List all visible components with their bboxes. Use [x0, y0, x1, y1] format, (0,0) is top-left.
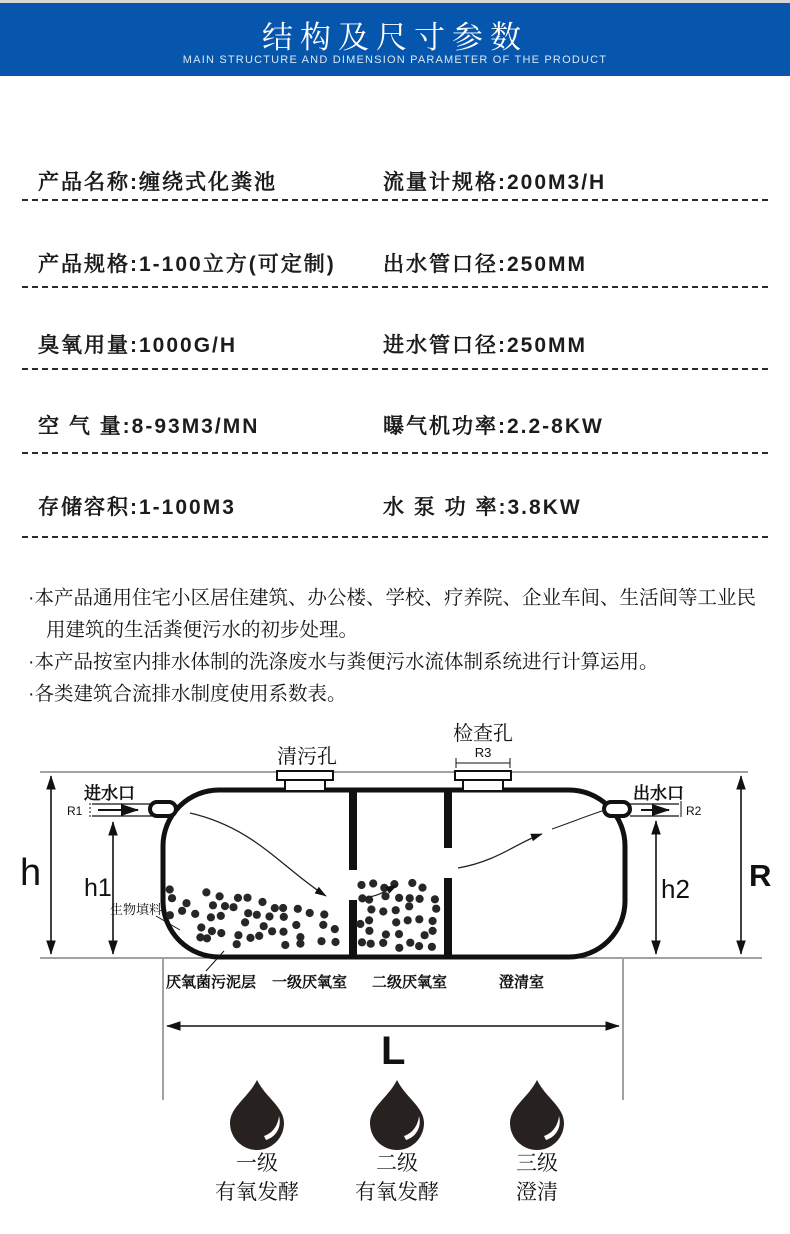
stage-title: 一级 [236, 1152, 278, 1175]
description-notes [28, 582, 770, 710]
water-drop-icon [230, 1080, 284, 1150]
tank-body [163, 790, 625, 957]
divider [22, 452, 768, 454]
note-line: ·本产品通用住宅小区居住建筑、办公楼、学校、疗养院、企业车间、生活间等工业民用建筑的生活粪便污水的初步处理。 [28, 587, 756, 641]
bio-filler-label: 生物填料 [110, 902, 163, 917]
spec-row [0, 410, 790, 436]
clean-hole-cap [277, 771, 333, 791]
water-drop-icon [370, 1080, 424, 1150]
divider [22, 368, 768, 370]
page-subtitle: MAIN STRUCTURE AND DIMENSION PARAMETER OF THE PRODUCT [182, 54, 608, 66]
stage-title: 三级 [516, 1152, 558, 1175]
spec-aerator-power: 曝气机功率:2.2-8KW [383, 415, 604, 438]
chamber-label-sludge: 厌氧菌污泥层 [166, 974, 257, 991]
clean-hole-label: 清污孔 [277, 746, 337, 768]
stage-subtitle: 有氧发酵 [355, 1181, 439, 1204]
tank-diagram [0, 700, 790, 1212]
inlet-stub [150, 802, 176, 816]
outlet-label: 出水口 [633, 784, 684, 803]
divider [22, 536, 768, 538]
note-line: ·本产品按室内排水体制的洗涤废水与粪便污水流体制系统进行计算运用。 [28, 651, 659, 673]
dim-label-h: h [20, 852, 42, 894]
partition-1-lower [349, 900, 357, 956]
spec-product-name: 产品名称:缠绕式化粪池 [38, 171, 277, 194]
chamber-label-anaerobic-1: 一级厌氧室 [272, 974, 348, 991]
stage-subtitle: 有氧发酵 [215, 1181, 299, 1204]
spec-flowmeter: 流量计规格:200M3/H [383, 171, 607, 194]
dim-label-R3: R3 [474, 745, 492, 760]
inspection-hole-cap [455, 771, 511, 791]
stage-title: 二级 [376, 1152, 418, 1175]
spec-product-size: 产品规格:1-100立方(可定制) [38, 253, 336, 276]
divider [22, 286, 768, 288]
spec-inlet-diameter: 进水管口径:250MM [383, 334, 588, 357]
note-line: ·各类建筑合流排水制度使用系数表。 [28, 683, 347, 705]
spec-row [0, 491, 790, 517]
inlet-label: 进水口 [84, 784, 135, 803]
spec-row [0, 329, 790, 355]
stage-subtitle: 澄清 [516, 1181, 558, 1204]
chamber-label-clarifier: 澄清室 [499, 974, 545, 991]
chamber-label-anaerobic-2: 二级厌氧室 [372, 974, 448, 991]
partition-2-upper [444, 792, 452, 848]
dim-label-R: R [749, 858, 772, 893]
divider [22, 199, 768, 201]
inspection-hole-label: 检查孔 [453, 723, 513, 745]
partition-1-upper [349, 792, 357, 870]
spec-outlet-diameter: 出水管口径:250MM [383, 253, 588, 276]
water-drop-icon [510, 1080, 564, 1150]
stage-group [215, 1080, 564, 1204]
spec-air-volume: 空 气 量:8-93M3/MN [38, 415, 260, 438]
page-title: 结构及尺寸参数 [262, 20, 528, 55]
spec-storage-volume: 存储容积:1-100M3 [38, 496, 236, 519]
dim-label-h1: h1 [84, 874, 112, 902]
spec-row [0, 166, 790, 192]
outlet-stub [604, 802, 630, 816]
dim-label-L: L [381, 1029, 406, 1073]
spec-row [0, 248, 790, 274]
dim-label-R1: R1 [67, 804, 83, 818]
section-header [0, 3, 790, 76]
partition-2-lower [444, 878, 452, 956]
dim-label-R2: R2 [686, 804, 702, 818]
spec-ozone: 臭氧用量:1000G/H [38, 334, 238, 357]
spec-pump-power: 水 泵 功 率:3.8KW [383, 496, 582, 519]
dim-label-h2: h2 [661, 874, 690, 904]
